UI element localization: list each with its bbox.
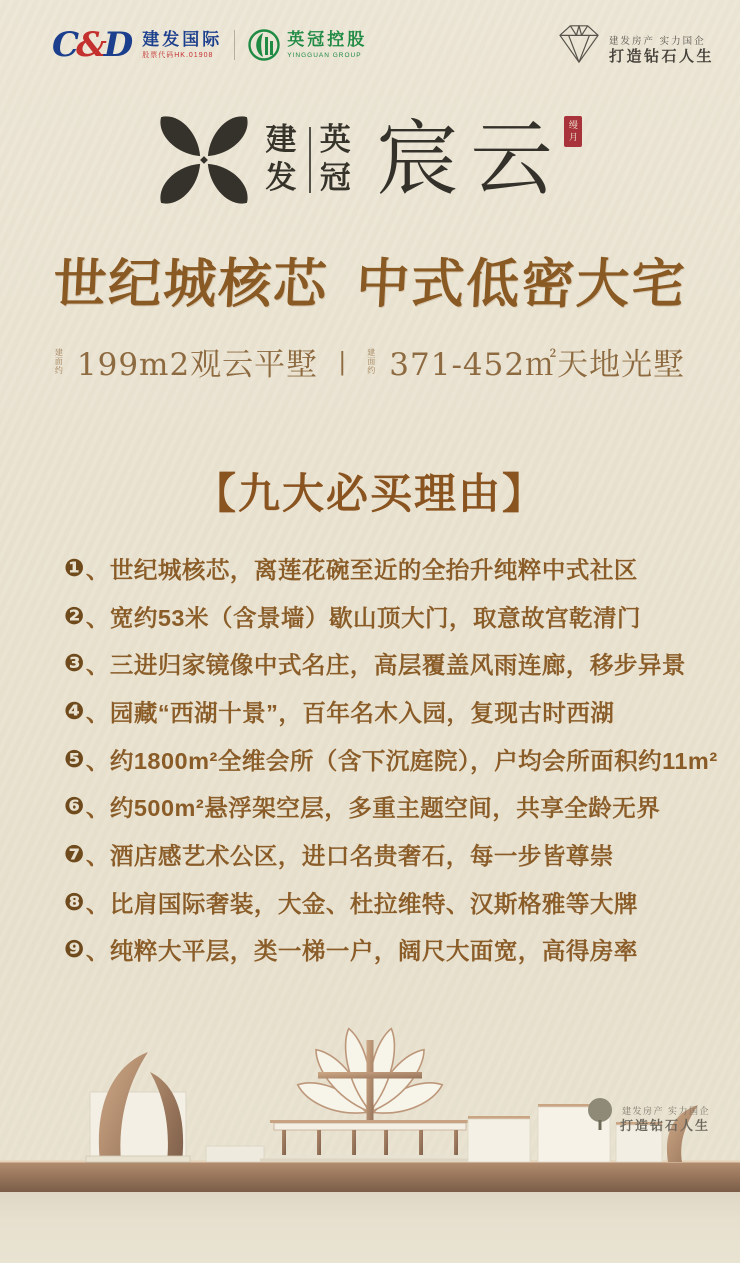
brand-yingguan-label: 英冠 <box>319 122 351 196</box>
brand-lockup <box>0 114 740 206</box>
section-title: 【九大必买理由】 <box>193 469 546 518</box>
reason-text-4: 、园藏“西湖十景”，百年名木入园，复现古时西湖 <box>85 699 615 726</box>
headline-part1: 世纪城核芯 <box>51 253 330 315</box>
subtitle-divider: | <box>338 347 348 376</box>
project-name: 宸云 <box>376 112 565 207</box>
reason-item-3 <box>64 639 710 687</box>
reason-text-2: 、宽约53米（含景墙）歇山顶大门，取意故宫乾清门 <box>85 604 641 631</box>
bronze-table-edge <box>0 1162 740 1192</box>
area-prefix-1: 建面约 <box>54 347 63 376</box>
footer-brand-slogan <box>620 1106 710 1135</box>
number-badge-4: ❹ <box>64 696 85 725</box>
reason-text-3: 、三进归家镜像中式名庄，高层覆盖风雨连廊，移步异景 <box>85 652 686 679</box>
number-badge-5: ❺ <box>64 744 85 773</box>
diamond-slogan-line1: 建发房产 实力国企 <box>608 35 706 47</box>
reason-item-1 <box>64 544 710 592</box>
area-segment-1: 199m2观云平墅 <box>76 347 319 383</box>
brand-developer-names <box>266 122 355 198</box>
tree <box>588 1098 612 1122</box>
reason-item-2 <box>64 592 710 640</box>
cd-stock-code: 股票代码HK.01908 <box>142 51 214 59</box>
table-front <box>0 1192 740 1263</box>
reason-item-4 <box>64 687 710 735</box>
cd-logo-c: C <box>52 25 77 65</box>
reason-item-7 <box>64 830 710 878</box>
brand-flower-icon <box>158 114 250 206</box>
number-badge-9: ❾ <box>64 935 85 964</box>
architectural-rendering <box>0 1010 740 1263</box>
number-badge-1: ❶ <box>64 553 85 582</box>
red-seal-text: 缦月 <box>568 119 578 142</box>
footer-brand-line1: 建发房产 实力国企 <box>621 1106 710 1116</box>
number-badge-8: ❽ <box>64 887 85 916</box>
reasons-list <box>64 544 718 973</box>
headline-part2: 中式低密大宅 <box>354 253 688 315</box>
reason-text-1: 、世纪城核芯，离莲花碗至近的全抬升纯粹中式社区 <box>85 556 638 583</box>
cd-logo-text <box>142 31 222 59</box>
diamond-slogan-line2: 打造钻石人生 <box>608 48 714 65</box>
cd-logo-d: D <box>103 25 131 65</box>
diamond-slogan <box>553 22 714 66</box>
hedge <box>206 1146 264 1162</box>
number-badge-7: ❼ <box>64 839 85 868</box>
cd-company-name: 建发国际 <box>142 29 223 49</box>
main-headline <box>0 242 740 318</box>
yingguan-company-name: 英冠控股 <box>287 30 368 50</box>
reason-text-8: 、比肩国际奢装，大金、杜拉维特、汉斯格雅等大牌 <box>85 890 638 917</box>
area-subtitle <box>0 339 740 384</box>
brand-divider <box>309 127 311 193</box>
reason-item-5 <box>64 735 718 783</box>
cd-logo-ampersand: & <box>76 25 104 65</box>
reason-text-5: 、约1800m²全维会所（含下沉庭院），户均会所面积约11m² <box>85 747 718 774</box>
reason-item-8 <box>64 878 710 926</box>
logo-divider <box>234 30 235 60</box>
red-seal <box>564 116 582 147</box>
diamond-slogan-text <box>609 36 714 66</box>
area-segment-2: 371-452㎡天地光墅 <box>389 347 686 383</box>
yingguan-logo <box>247 28 367 62</box>
reason-item-6 <box>64 782 710 830</box>
brand-jianfa-label: 建发 <box>265 122 297 196</box>
yingguan-emblem-icon <box>247 28 281 62</box>
area-prefix-2: 建面约 <box>367 347 376 376</box>
reason-item-9 <box>64 926 710 974</box>
diamond-icon <box>553 22 605 66</box>
number-badge-6: ❻ <box>64 792 85 821</box>
reason-text-9: 、纯粹大平层，类一梯一户，阔尺大面宽，高得房率 <box>85 938 638 965</box>
lotus-building <box>260 1026 480 1162</box>
reason-text-7: 、酒店感艺术公区，进口名贵奢石，每一步皆尊崇 <box>85 842 614 869</box>
number-badge-2: ❷ <box>64 601 85 630</box>
footer-brand-line2: 打造钻石人生 <box>619 1118 710 1134</box>
number-badge-3: ❸ <box>64 649 85 678</box>
yingguan-logo-text <box>287 31 367 59</box>
developer-logos <box>52 25 368 65</box>
reason-text-6: 、约500m²悬浮架空层，多重主题空间，共享全龄无界 <box>85 795 661 822</box>
yingguan-company-name-en: YINGGUAN GROUP <box>287 51 362 59</box>
cd-logo <box>52 25 131 65</box>
left-gate-sculpture <box>86 1052 190 1162</box>
